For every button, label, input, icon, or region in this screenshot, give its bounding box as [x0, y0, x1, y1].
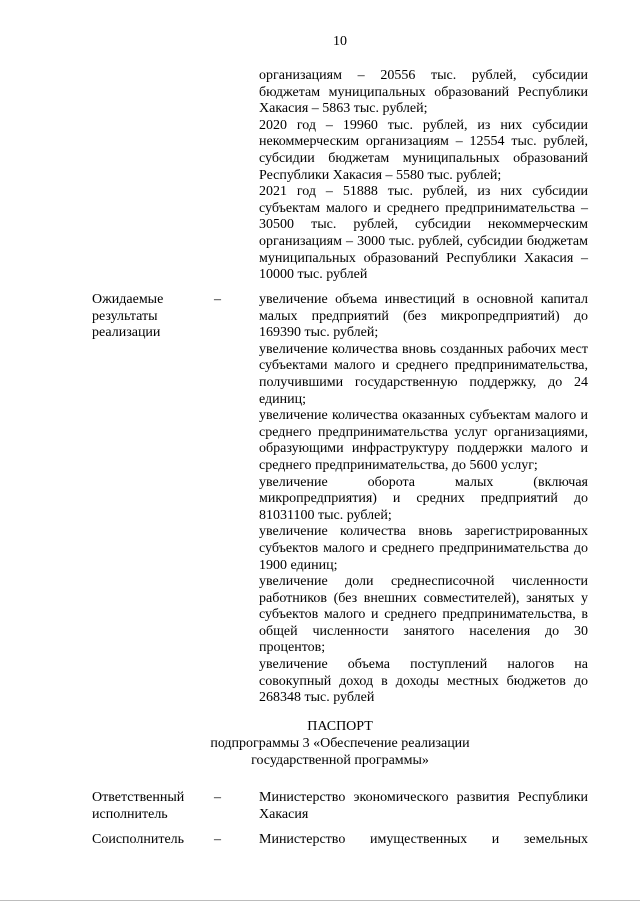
text-line: совокупный доход в доходы местных бюджетов до — [259, 673, 588, 689]
text-line: 169390 тыс. рублей; — [259, 325, 379, 341]
text-line: Хакасия — [259, 806, 309, 822]
coexecutor-label — [92, 832, 184, 849]
text-line: увеличение оборота малых (включая — [259, 474, 588, 490]
text-line: субъектам малого и среднего предпринимательства – — [259, 200, 588, 216]
text-line: 268348 тыс. рублей — [259, 690, 375, 706]
text-line: организациям – 3000 тыс. рублей, субсидии бюджетам — [259, 233, 588, 249]
text-line: увеличение объема инвестиций в основной капитал — [259, 292, 588, 307]
text-line: Министерство имущественных и земельных — [259, 832, 588, 847]
text-line: единиц; — [259, 391, 307, 407]
label-line: результаты — [92, 308, 158, 324]
text-line: увеличение количества оказанных субъектам малого и — [259, 408, 588, 424]
text-line: 81031100 тыс. рублей; — [259, 507, 392, 523]
coexecutor-text — [259, 832, 588, 849]
label-line: реализации — [92, 325, 161, 341]
text-line: субъектами малого и среднего предпринимательства, — [259, 358, 588, 374]
text-line: организациям – 20556 тыс. рублей, субсидии — [259, 68, 588, 83]
text-line: увеличение количества вновь созданных рабочих мест — [259, 341, 588, 357]
text-line: субъектов малого и среднего предпринимательства, в — [259, 607, 588, 623]
expected-results-label — [92, 292, 163, 342]
text-line: среднего предпринимательства услуг организациями, — [259, 424, 588, 440]
text-line: процентов; — [259, 640, 326, 656]
text-line: 30500 тыс. рублей, субсидии некоммерческим — [259, 217, 588, 233]
text-line: увеличение доли среднесписочной численности — [259, 574, 588, 590]
label-line: Ожидаемые — [92, 292, 164, 307]
passport-subtitle-line-1: подпрограммы 3 «Обеспечение реализации — [210, 736, 470, 751]
text-line: некоммерческим организациям – 12554 тыс. рублей, — [259, 134, 588, 150]
responsible-executor-dash: – — [214, 790, 221, 805]
expected-results-dash: – — [214, 292, 221, 307]
text-line: муниципальных образований Республики Хакасия – — [259, 250, 588, 266]
label-line: Соисполнитель — [92, 832, 185, 847]
funding-text-block — [259, 68, 588, 284]
responsible-executor-label — [92, 790, 184, 823]
label-line: исполнитель — [92, 806, 168, 822]
coexecutor-dash: – — [214, 832, 221, 847]
label-line: Ответственный — [92, 790, 185, 805]
text-line: малых предприятий (без микропредприятий) до — [259, 308, 588, 324]
passport-title: ПАСПОРТ — [307, 719, 373, 734]
text-line: образующими инфраструктуру поддержки малого и — [259, 441, 588, 457]
text-line: субъектов малого и среднего предпринимательства до — [259, 540, 588, 556]
text-line: 1900 единиц; — [259, 557, 338, 573]
expected-results-text — [259, 292, 588, 707]
text-line: бюджетам муниципальных образований Республики — [259, 84, 588, 100]
text-line: общей численности занятого населения до 30 — [259, 623, 588, 639]
text-line: Министерство экономического развития Республики — [259, 790, 588, 805]
text-line: получившими государственную поддержку, до 24 — [259, 374, 588, 390]
text-line: работников (без внешних совместителей), занятых у — [259, 590, 588, 606]
text-line: увеличение объема поступлений налогов на — [259, 657, 588, 673]
page-number: 10 — [333, 34, 347, 49]
text-line: увеличение количества вновь зарегистрированных — [259, 524, 588, 540]
text-line: Республики Хакасия – 5580 тыс. рублей; — [259, 167, 502, 183]
page-bottom-edge — [0, 900, 640, 901]
passport-subtitle-line-2: государственной программы» — [251, 753, 429, 768]
text-line: 2021 год – 51888 тыс. рублей, из них субсидии — [259, 184, 588, 200]
responsible-executor-text — [259, 790, 588, 823]
text-line: субсидии бюджетам муниципальных образований — [259, 150, 588, 166]
text-line: Хакасия – 5863 тыс. рублей; — [259, 101, 428, 117]
text-line: микропредприятия) и средних предприятий до — [259, 491, 588, 507]
text-line: 10000 тыс. рублей — [259, 267, 368, 283]
text-line: среднего предпринимательства, до 5600 услуг; — [259, 457, 538, 473]
text-line: 2020 год – 19960 тыс. рублей, из них субсидии — [259, 117, 588, 133]
